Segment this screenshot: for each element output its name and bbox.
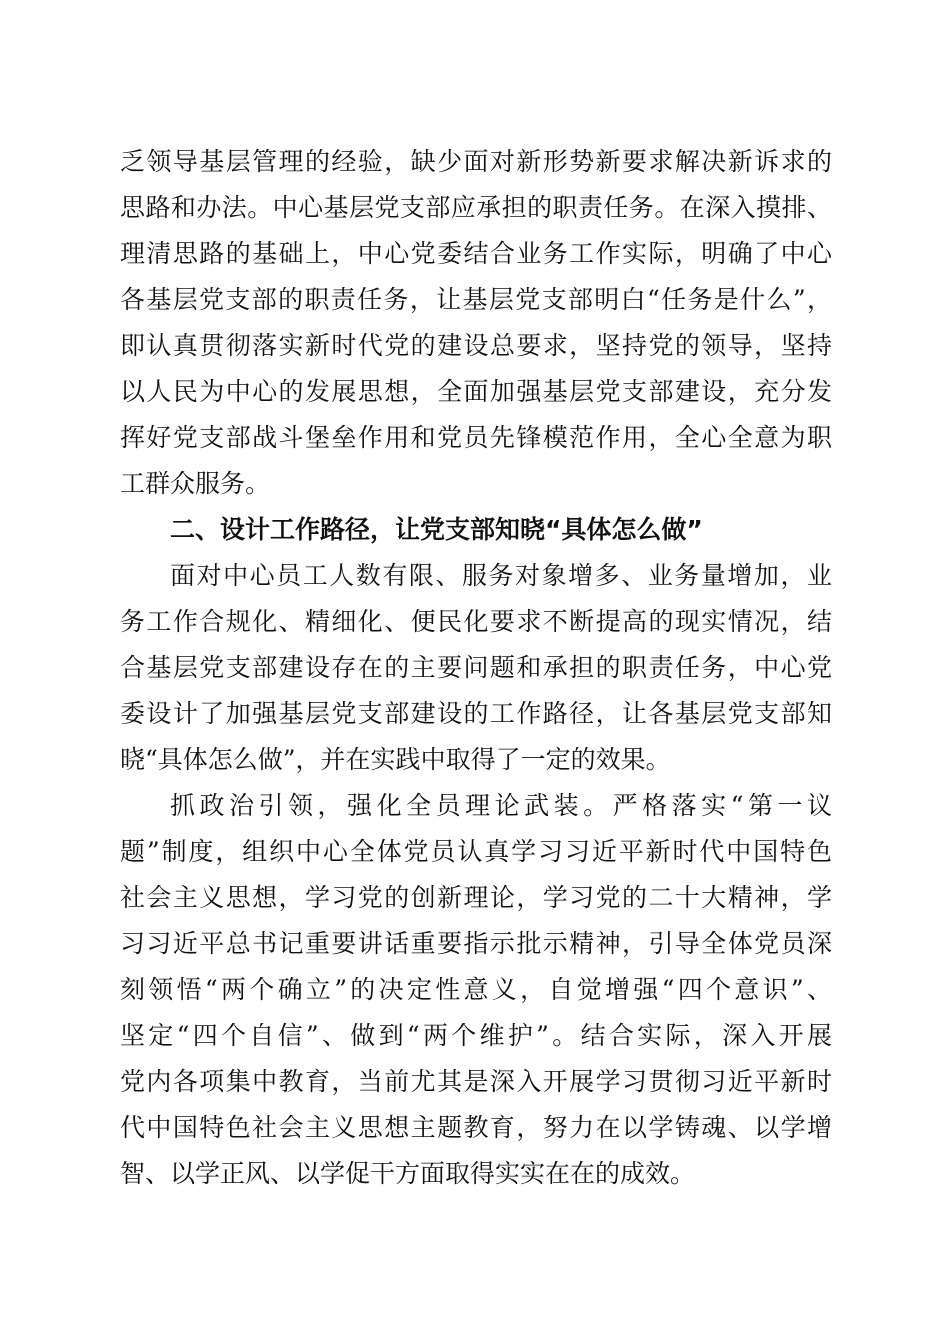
paragraph-2-line-2: 务工作合规化、精细化、便民化要求不断提高的现实情况，结 xyxy=(120,607,832,636)
paragraph-3-line-6: 坚定“四个自信”、做到“两个维护”。结合实际，深入开展 xyxy=(120,1021,832,1050)
paragraph-2-line-4: 委设计了加强基层党支部建设的工作路径，让各基层党支部知 xyxy=(120,699,832,728)
paragraph-3-line-3: 社会主义思想，学习党的创新理论，学习党的二十大精神，学 xyxy=(120,883,832,912)
paragraph-3-line-2: 题”制度，组织中心全体党员认真学习习近平新时代中国特色 xyxy=(120,837,832,866)
paragraph-3-line-5: 刻领悟“两个确立”的决定性意义，自觉增强“四个意识”、 xyxy=(120,975,832,1004)
paragraph-3-line-9: 智、以学正风、以学促干方面取得实实在在的成效。 xyxy=(120,1159,696,1188)
paragraph-1-line-1: 乏领导基层管理的经验，缺少面对新形势新要求解决新诉求的 xyxy=(120,147,832,176)
paragraph-1-line-4: 各基层党支部的职责任务，让基层党支部明白“任务是什么”， xyxy=(120,285,832,314)
paragraph-2-line-3: 合基层党支部建设存在的主要问题和承担的职责任务，中心党 xyxy=(120,653,832,682)
paragraph-1-line-2: 思路和办法。中心基层党支部应承担的职责任务。在深入摸排、 xyxy=(120,193,832,222)
paragraph-1-line-7: 挥好党支部战斗堡垒作用和党员先锋模范作用，全心全意为职 xyxy=(120,423,832,452)
paragraph-3-line-4: 习习近平总书记重要讲话重要指示批示精神，引导全体党员深 xyxy=(120,929,832,958)
section-heading-2: 二、设计工作路径，让党支部知晓“具体怎么做” xyxy=(170,515,703,544)
paragraph-2-line-1: 面对中心员工人数有限、服务对象增多、业务量增加，业 xyxy=(170,561,832,590)
paragraph-3-line-7: 党内各项集中教育，当前尤其是深入开展学习贯彻习近平新时 xyxy=(120,1067,832,1096)
paragraph-3-line-1: 抓政治引领，强化全员理论武装。严格落实“第一议 xyxy=(170,791,832,820)
paragraph-1-line-5: 即认真贯彻落实新时代党的建设总要求，坚持党的领导，坚持 xyxy=(120,331,832,360)
paragraph-2-line-5: 晓“具体怎么做”，并在实践中取得了一定的效果。 xyxy=(120,745,671,774)
paragraph-1-line-3: 理清思路的基础上，中心党委结合业务工作实际，明确了中心 xyxy=(120,239,832,268)
paragraph-1-line-6: 以人民为中心的发展思想，全面加强基层党支部建设，充分发 xyxy=(120,377,832,406)
paragraph-3-line-8: 代中国特色社会主义思想主题教育，努力在以学铸魂、以学增 xyxy=(120,1113,832,1142)
paragraph-1-line-8: 工群众服务。 xyxy=(120,469,271,498)
